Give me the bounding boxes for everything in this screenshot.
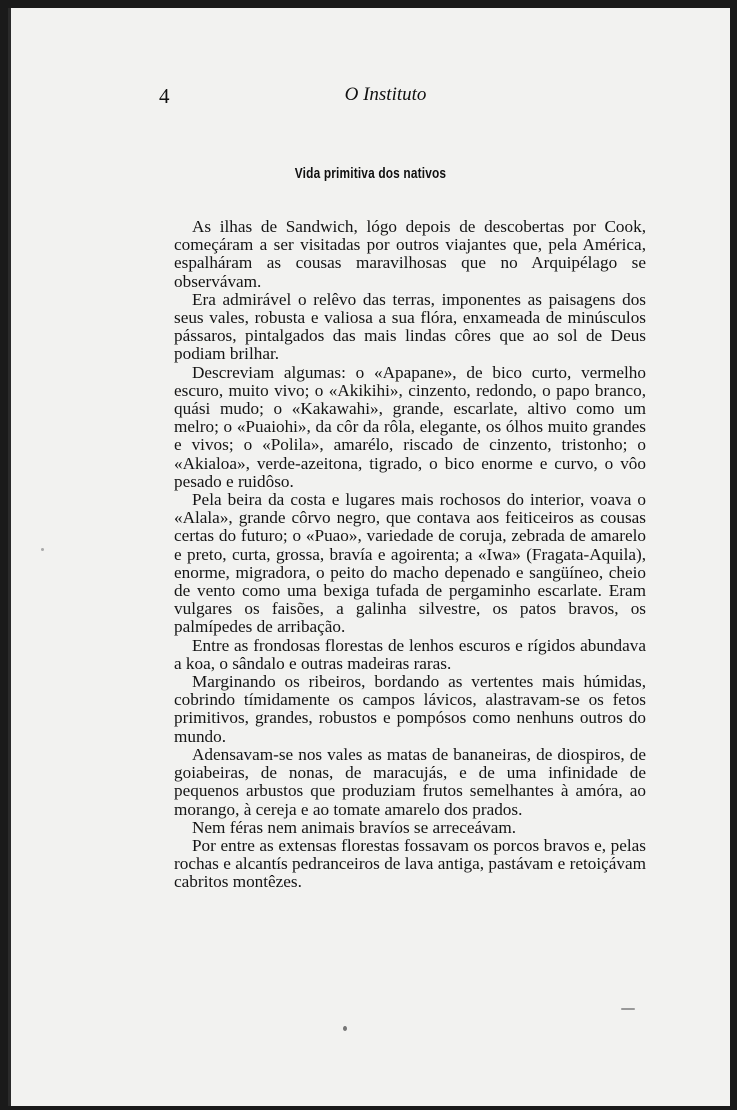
paragraph: Marginando os ribeiros, bordando as vertentes mais húmidas, cobrindo tímidamente os campos lávicos, alastravam-se os fetos primitivos, grandes, robustos e pompósos como nenhuns outros do mundo. bbox=[174, 672, 646, 746]
paragraph: Entre as frondosas florestas de lenhos escuros e rígidos abundava a koa, o sândalo e outras madeiras raras. bbox=[174, 635, 646, 673]
page-number: 4 bbox=[159, 84, 170, 108]
paragraph: Descreviam algumas: o «Apapane», de bico curto, vermelho escuro, muito vivo; o «Akikihi», cinzento, redondo, o papo branco, quási mudo; o «Kakawahi», grande, escarlate, altivo como um melro; o «Puaiohi», da côr da rôla, elegante, os ólhos muito grandes e vivos; o «Polila», amarélo, riscado de cinzento, tristonho; o «Akialoa», verde-azeitona, tigrado, o bico enorme e curvo, o vôo pesado e ruidôso. bbox=[174, 362, 646, 491]
book-page bbox=[8, 8, 730, 1106]
paper-speck bbox=[621, 1008, 635, 1010]
paragraph: Nem féras nem animais bravíos se arreceávam. bbox=[192, 817, 517, 837]
paper-speck bbox=[343, 1026, 347, 1031]
paragraph: Adensavam-se nos vales as matas de bananeiras, de diospiros, de goiabeiras, de nonas, de maracujás, e de uma infinidade de pequenos arbustos que produziam frutos semelhantes à amóra, ao morango, à cereja e ao tomate amarelo dos prados. bbox=[174, 744, 646, 819]
section-title: Vida primitiva dos nativos bbox=[294, 166, 447, 182]
paragraph: As ilhas de Sandwich, lógo depois de descobertas por Cook, começáram a ser visitadas por outros viajantes que, pela América, espalháram as cousas maravilhosas que no Arquipélago se observávam. bbox=[174, 217, 646, 291]
paragraph: Pela beira da costa e lugares mais rochosos do interior, voava o «Alala», grande côrvo negro, que contava aos feiticeiros as cousas certas do futuro; o «Puao», variedade de coruja, zebrada de amarelo e preto, curta, grossa, bravía e agoirenta; a «Iwa» (Fragata-Aquila), enorme, migradora, o peito do macho depenado e sangüíneo, cheio de vento como uma bexiga tufada de pergaminho escarlate. Eram vulgares os faisões, a galinha silvestre, os patos bravos, os palmípedes de arribação. bbox=[174, 490, 646, 637]
body-text bbox=[174, 218, 646, 892]
paragraph: Por entre as extensas florestas fossavam os porcos bravos e, pelas rochas e alcantís pedranceiros de lava antiga, pastávam e retoiçávam cabritos montêzes. bbox=[174, 835, 646, 892]
running-title: O Instituto bbox=[344, 84, 427, 105]
page-header bbox=[11, 78, 730, 108]
paragraph: Era admirável o relêvo das terras, imponentes as paisagens dos seus vales, robusta e valiosa a sua flóra, enxameada de minúsculos pássaros, pintalgados das mais lindas côres que ao sol de Deus podiam brilhar. bbox=[174, 289, 646, 364]
paper-speck bbox=[41, 548, 44, 551]
